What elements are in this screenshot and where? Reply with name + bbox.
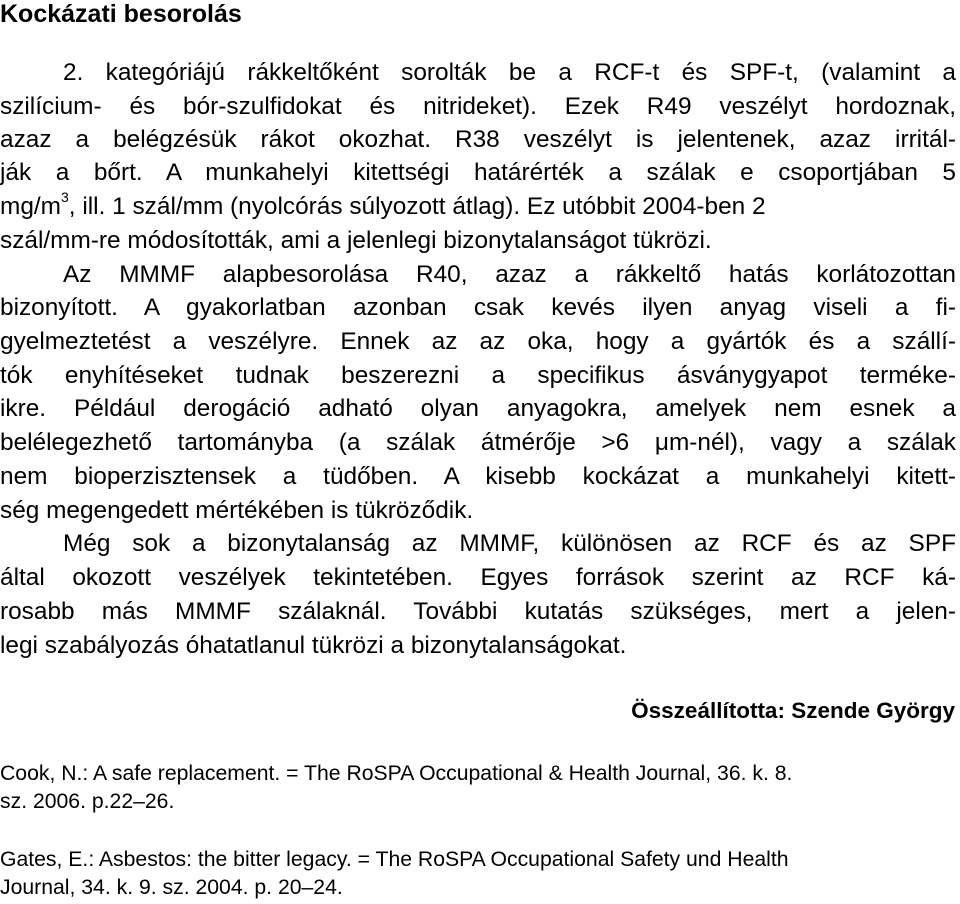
text-line: azaz a belégzésük rákot okozhat. R38 veszélyt is jelentenek, azaz irritál- (0, 126, 956, 153)
text-line: ikre. Például derogáció adható olyan anyagokra, amelyek nem esnek a (0, 395, 956, 422)
text-line (63, 260, 956, 290)
line-text: Az MMMF alapbesorolása R40, azaz a rákkeltő hatás korlátozottan (63, 261, 956, 288)
text-line: szál/mm-re módosították, ami a jelenlegi bizonytalanságot tükrözi. (0, 227, 712, 254)
line-text: 2. kategóriájú rákkeltőként sorolták be a RCF-t és SPF-t, (valamint a (63, 59, 956, 86)
text-line (0, 188, 956, 222)
line-text: , ill. 1 szál/mm (nyolcórás súlyozott átlag). Ez utóbbit 2004-ben 2 (68, 193, 766, 220)
text-line: gyelmeztetést a veszélyre. Ennek az az oka, hogy a gyártók és a szállí- (0, 328, 956, 355)
text-line: nem bioperzisztensek a tüdőben. A kisebb kockázat a munkahelyi kitett- (0, 463, 956, 490)
text-line: legi szabályozás óhatatlanul tükrözi a bizonytalanságokat. (0, 632, 627, 659)
author-credit: Összeállította: Szende György (631, 698, 955, 723)
text-line: tók enyhítéseket tudnak beszerezni a specifikus ásványgyapot terméke- (0, 362, 956, 389)
section-heading: Kockázati besorolás (0, 0, 242, 28)
unit-text: mg/m (0, 193, 61, 220)
text-line: bizonyított. A gyakorlatban azonban csak kevés ilyen anyag viseli a fi- (0, 294, 956, 321)
text-line (63, 58, 956, 88)
superscript: 3 (60, 188, 69, 205)
text-line: rosabb más MMMF szálaknál. További kutatás szükséges, mert a jelen- (0, 598, 956, 625)
text-line: által okozott veszélyek tekintetében. Egyes források szerint az RCF ká- (0, 564, 956, 591)
text-line: szilícium- és bór-szulfidokat és nitrideket). Ezek R49 veszélyt hordoznak, (0, 93, 956, 120)
text-line (63, 529, 956, 559)
reference-line: Gates, E.: Asbestos: the bitter legacy. = The RoSPA Occupational Safety und Health (0, 848, 789, 871)
line-text: Még sok a bizonytalanság az MMMF, különösen az RCF és az SPF (63, 530, 956, 557)
reference-line: Cook, N.: A safe replacement. = The RoSPA Occupational & Health Journal, 36. k. 8. (0, 762, 793, 785)
text-line: ják a bőrt. A munkahelyi kitettségi határérték a szálak e csoportjában 5 (0, 159, 956, 186)
reference-line: sz. 2006. p.22–26. (0, 790, 175, 813)
text-line: ség megengedett mértékében is tükröződik. (0, 497, 474, 524)
reference-line: Journal, 34. k. 9. sz. 2004. p. 20–24. (0, 876, 343, 899)
text-line: belélegezhető tartományba (a szálak átmérője >6 μm-nél), vagy a szálak (0, 429, 956, 456)
